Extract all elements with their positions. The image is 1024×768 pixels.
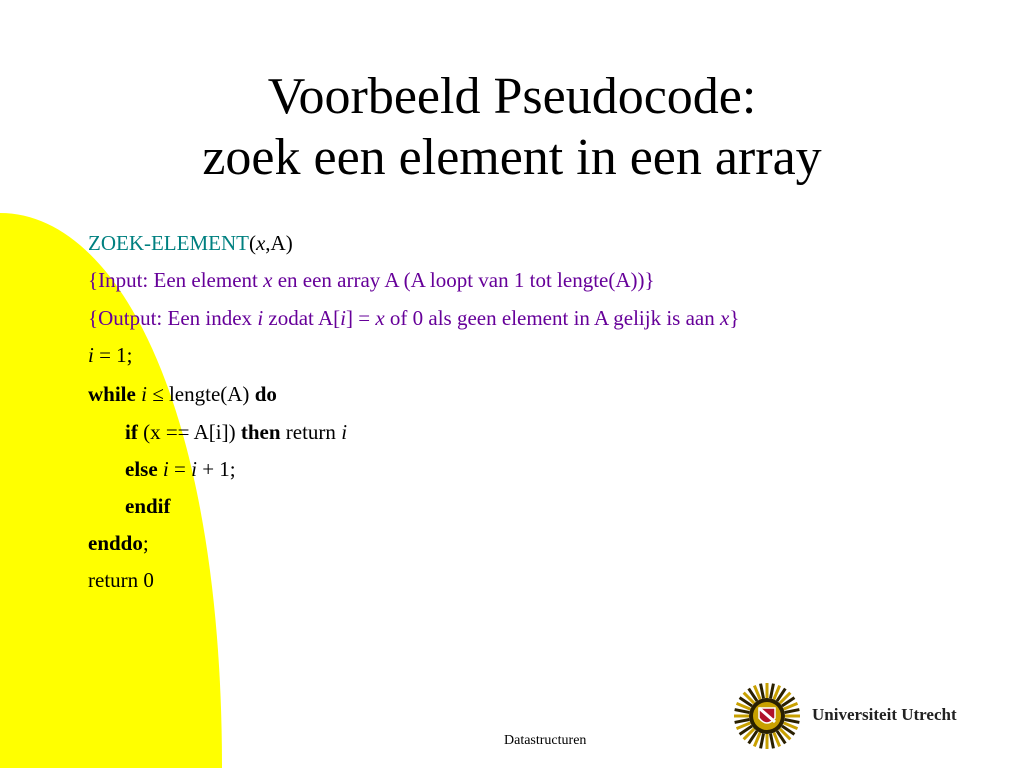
output-text-3: ] = (345, 306, 376, 330)
university-seal-icon (733, 682, 801, 750)
else-var-i2: i (191, 457, 197, 481)
kw-else: else (125, 457, 158, 481)
output-var-x2: x (720, 306, 730, 330)
code-input-comment (88, 268, 655, 293)
paren-open: ( (248, 231, 256, 255)
output-text-5: } (729, 306, 740, 330)
slide-title (0, 66, 1024, 188)
if-cond: (x == A[i]) (137, 420, 241, 444)
output-var-x: x (375, 306, 385, 330)
footer-text: Datastructuren (504, 733, 587, 748)
code-signature (88, 231, 293, 256)
function-name: ZOEK-ELEMENT (88, 231, 249, 255)
output-text-2: zodat A[ (263, 306, 341, 330)
output-text-4: of 0 als geen element in A gelijk is aan (384, 306, 720, 330)
university-logo (733, 682, 1003, 752)
university-name: Universiteit Utrecht (812, 705, 957, 724)
code-else (125, 457, 236, 482)
code-while (88, 382, 277, 407)
param-x: x (255, 231, 266, 255)
param-rest: ,A) (265, 231, 293, 255)
input-text-1: {Input: Een element (88, 268, 264, 292)
code-endif (125, 494, 171, 519)
title-line-1: Voorbeeld Pseudocode: (267, 68, 757, 125)
kw-endif: endif (125, 494, 171, 518)
code-init (88, 343, 133, 368)
code-enddo (88, 531, 149, 556)
output-text-1: {Output: Een index (88, 306, 258, 330)
init-var-i: i (88, 343, 94, 367)
input-var-x: x (263, 268, 273, 292)
kw-while: while (88, 382, 136, 406)
kw-then: then (240, 420, 281, 444)
init-rest: = 1; (93, 343, 133, 367)
input-text-2: en een array A (A loopt van 1 tot lengte(A))} (272, 268, 655, 292)
while-var-i: i (135, 382, 147, 406)
if-return: return (280, 420, 342, 444)
code-if (125, 420, 347, 445)
code-return: return 0 (88, 568, 154, 592)
while-cond: ≤ lengte(A) (146, 382, 255, 406)
kw-do: do (254, 382, 277, 406)
else-rest: + 1; (196, 457, 236, 481)
code-output-comment (88, 306, 739, 331)
output-var-i2: i (340, 306, 346, 330)
enddo-rest: ; (142, 531, 149, 555)
title-line-2: zoek een element in een array (202, 129, 822, 186)
if-var-i: i (341, 420, 348, 444)
kw-if: if (125, 420, 138, 444)
else-var-i: i (157, 457, 169, 481)
yellow-decorative-shape (0, 213, 222, 768)
kw-enddo: enddo (88, 531, 143, 555)
else-eq: = (168, 457, 192, 481)
output-var-i: i (257, 306, 264, 330)
